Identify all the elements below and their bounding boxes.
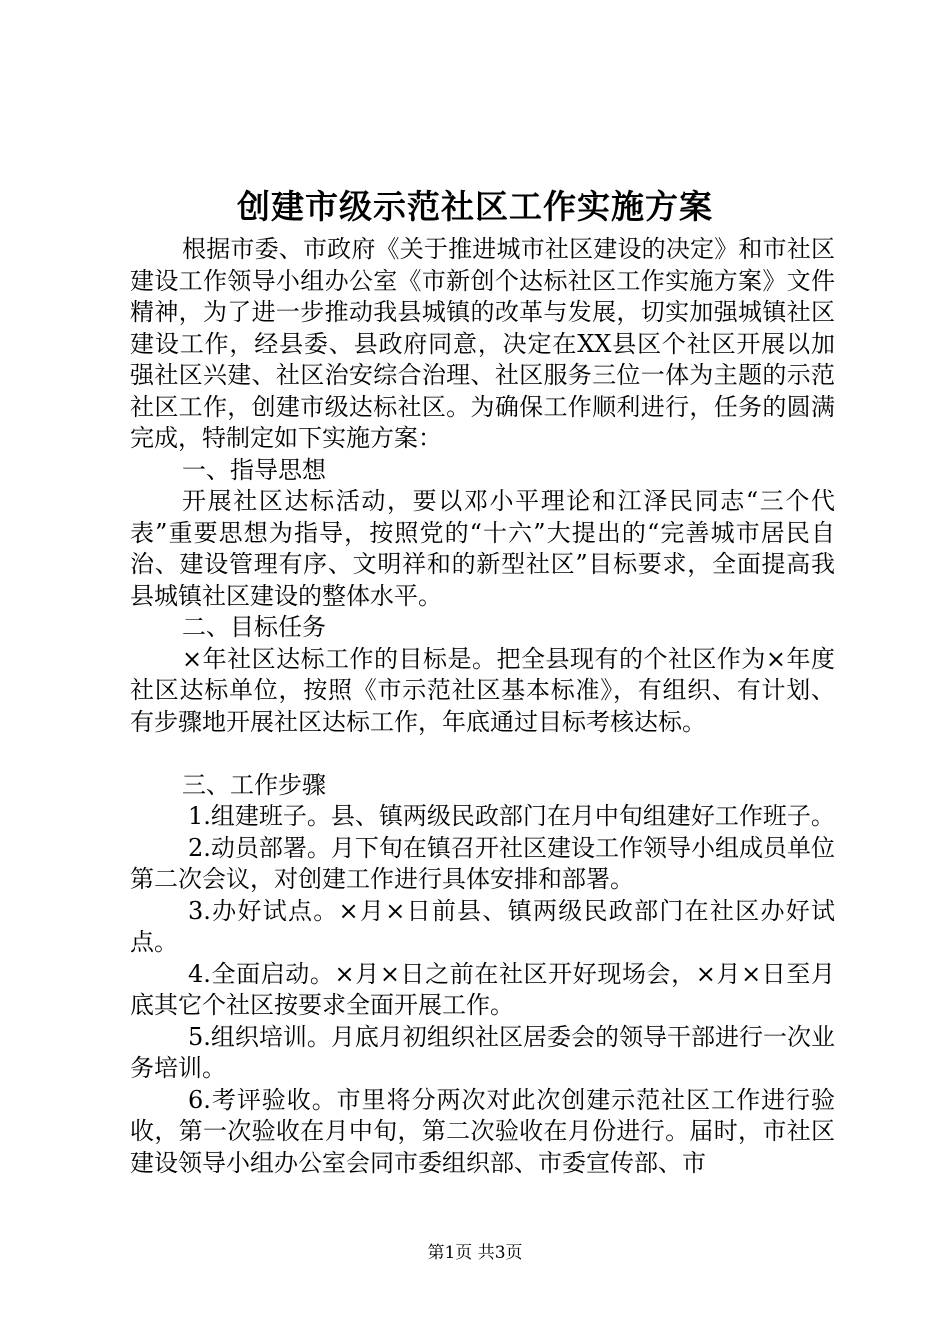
step-item: 4.全面启动。×月×日之前在社区开好现场会，×月×日至月底其它个社区按要求全面开展工作。 — [130, 959, 835, 1019]
document-title: 创建市级示范社区工作实施方案 — [237, 187, 713, 226]
page-footer: 第1页 共3页 — [427, 1243, 523, 1263]
section-text-goals: ×年社区达标工作的目标是。把全县现有的个社区作为×年度社区达标单位，按照《市示范社区基本标准》，有组织、有计划、有步骤地开展社区达标工作，年底通过目标考核达标。 — [130, 644, 835, 736]
blank-line — [130, 738, 835, 770]
step-item: 5.组织培训。月底月初组织社区居委会的领导干部进行一次业务培训。 — [130, 1022, 835, 1082]
section-text-guiding-ideology: 开展社区达标活动，要以邓小平理论和江泽民同志“三个代表”重要思想为指导，按照党的“十六”大提出的“完善城市居民自治、建设管理有序、文明祥和的新型社区”目标要求，全面提高我县城镇社区建设的整体水平。 — [130, 487, 835, 610]
step-item: 6.考评验收。市里将分两次对此次创建示范社区工作进行验收，第一次验收在月中旬，第二次验收在月份进行。届时，市社区建设领导小组办公室会同市委组织部、市委宣传部、市 — [130, 1085, 835, 1177]
section-heading-steps: 三、工作步骤 — [182, 770, 326, 799]
section-heading-guiding-ideology: 一、指导思想 — [182, 455, 326, 484]
intro-paragraph: 根据市委、市政府《关于推进城市社区建设的决定》和市社区建设工作领导小组办公室《市新创个达标社区工作实施方案》文件精神，为了进一步推动我县城镇的改革与发展，切实加强城镇社区建设工作，经县委、县政府同意，决定在XX县区个社区开展以加强社区兴建、社区治安综合治理、社区服务三位一体为主题的示范社区工作，创建市级达标社区。为确保工作顺利进行，任务的圆满完成，特制定如下实施方案： — [130, 235, 835, 452]
document-body — [130, 234, 835, 1179]
step-item: 2.动员部署。月下旬在镇召开社区建设工作领导小组成员单位第二次会议，对创建工作进行具体安排和部署。 — [130, 833, 835, 893]
step-item: 3.办好试点。×月×日前县、镇两级民政部门在社区办好试点。 — [130, 896, 835, 956]
section-heading-goals: 二、目标任务 — [182, 613, 326, 641]
step-item: 1.组建班子。县、镇两级民政部门在月中旬组建好工作班子。 — [188, 802, 835, 830]
